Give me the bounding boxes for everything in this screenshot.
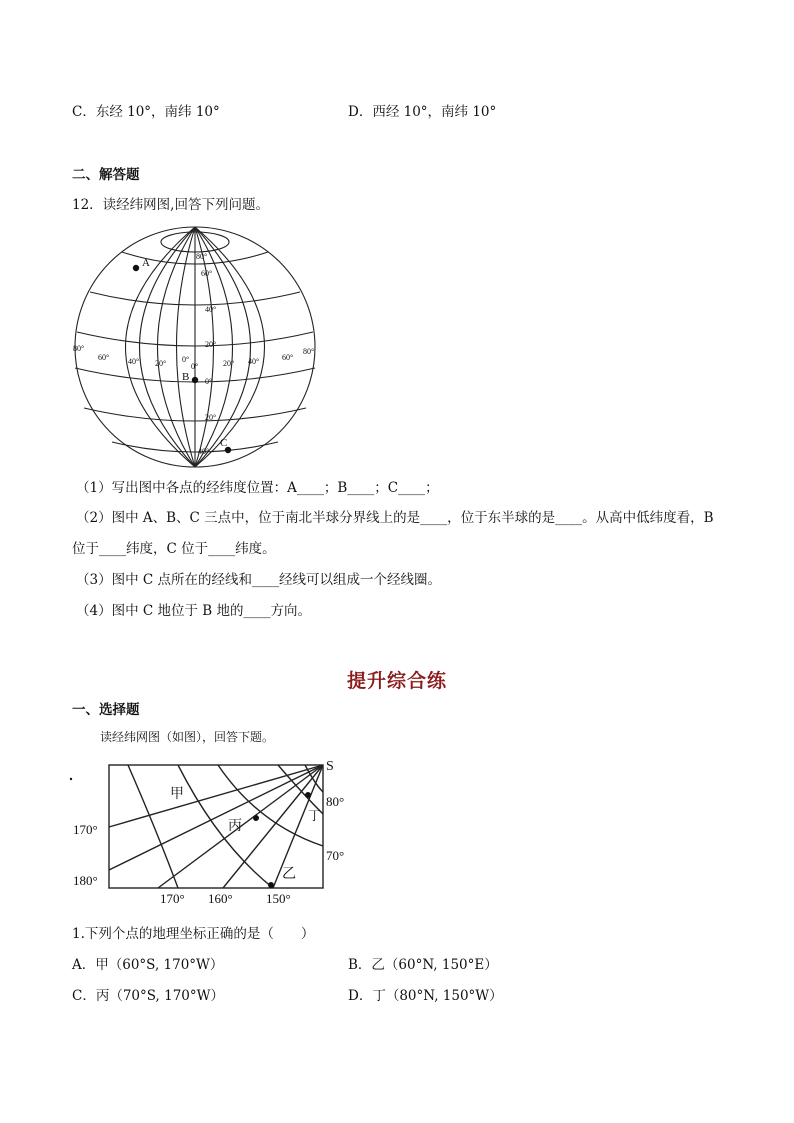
right-label: 80° xyxy=(326,794,345,809)
choice-option-a: A．甲（60°S, 170°W） xyxy=(72,957,224,973)
lon-label: 20° xyxy=(223,359,235,368)
sub-question-4: （4）图中 C 地位于 B 地的____方向。 xyxy=(76,603,312,619)
sub-question-3: （3）图中 C 点所在的经线和____经线可以组成一个经线圈。 xyxy=(76,572,442,588)
option-d: D．西经 10°，南纬 10° xyxy=(348,104,497,120)
globe-figure xyxy=(70,220,320,470)
section-heading-answer: 二、解答题 xyxy=(72,167,140,183)
label-a: A xyxy=(142,257,150,269)
question-12: 12．读经纬网图,回答下列问题。 xyxy=(72,197,269,213)
choice-option-d: D．丁（80°N, 150°W） xyxy=(348,988,503,1004)
lat-label: 40° xyxy=(205,305,217,314)
lon-label: 0° xyxy=(191,362,199,371)
lat-label: 60° xyxy=(201,269,213,278)
left-label: 170° xyxy=(73,822,98,837)
label-yi: 乙 xyxy=(282,867,296,882)
section-title: 提升综合练 xyxy=(346,670,447,692)
choice-option-b: B．乙（60°N, 150°E） xyxy=(348,957,498,973)
sub-question-1: （1）写出图中各点的经纬度位置：A____；B____；C____； xyxy=(76,480,439,496)
lat-label: 0° xyxy=(205,377,213,386)
sub-question-2b: 位于____纬度，C 位于____纬度。 xyxy=(72,541,276,557)
label-jia: 甲 xyxy=(170,787,184,802)
section-heading-choice: 一、选择题 xyxy=(72,702,140,718)
lat-label: 80° xyxy=(196,252,208,261)
label-b: B xyxy=(182,371,190,383)
lon-label: 40° xyxy=(248,357,260,366)
sub-question-2a: （2）图中 A、B、C 三点中，位于南北半球分界线上的是____，位于东半球的是____。从高中低纬度看，B xyxy=(76,510,714,526)
pole-label: S xyxy=(326,759,334,774)
lon-label: 40° xyxy=(128,357,140,366)
choice-question-1: 1.下列个点的地理坐标正确的是（ ） xyxy=(72,926,315,942)
point-b xyxy=(192,377,198,383)
point-a xyxy=(133,265,139,271)
point-bing xyxy=(253,815,259,821)
lat-label: 40° xyxy=(198,447,210,456)
option-c: C．东经 10°，南纬 10° xyxy=(72,104,220,120)
right-label: 70° xyxy=(326,848,345,863)
label-bing: 丙 xyxy=(228,819,242,834)
bottom-label: 150° xyxy=(266,891,291,906)
lat-label: 20° xyxy=(205,413,217,422)
figure-intro: 读经纬网图（如图），回答下题。 xyxy=(100,730,275,744)
point-ding xyxy=(305,792,311,798)
lon-label: 60° xyxy=(282,353,294,362)
grid-figure xyxy=(68,754,368,914)
bottom-label: 160° xyxy=(208,891,233,906)
lon-label: 20° xyxy=(155,359,167,368)
choice-option-c: C．丙（70°S, 170°W） xyxy=(72,988,225,1004)
lon-label: 0° xyxy=(182,355,190,364)
lon-label: 80° xyxy=(303,347,315,356)
point-yi xyxy=(268,882,274,888)
bottom-label: 170° xyxy=(160,891,185,906)
lon-label: 80° xyxy=(73,344,85,353)
lon-label: 60° xyxy=(98,353,110,362)
lat-label: 20° xyxy=(205,340,217,349)
left-label: 180° xyxy=(73,873,98,888)
label-ding: 丁 xyxy=(308,808,322,823)
label-c: C xyxy=(220,437,228,449)
